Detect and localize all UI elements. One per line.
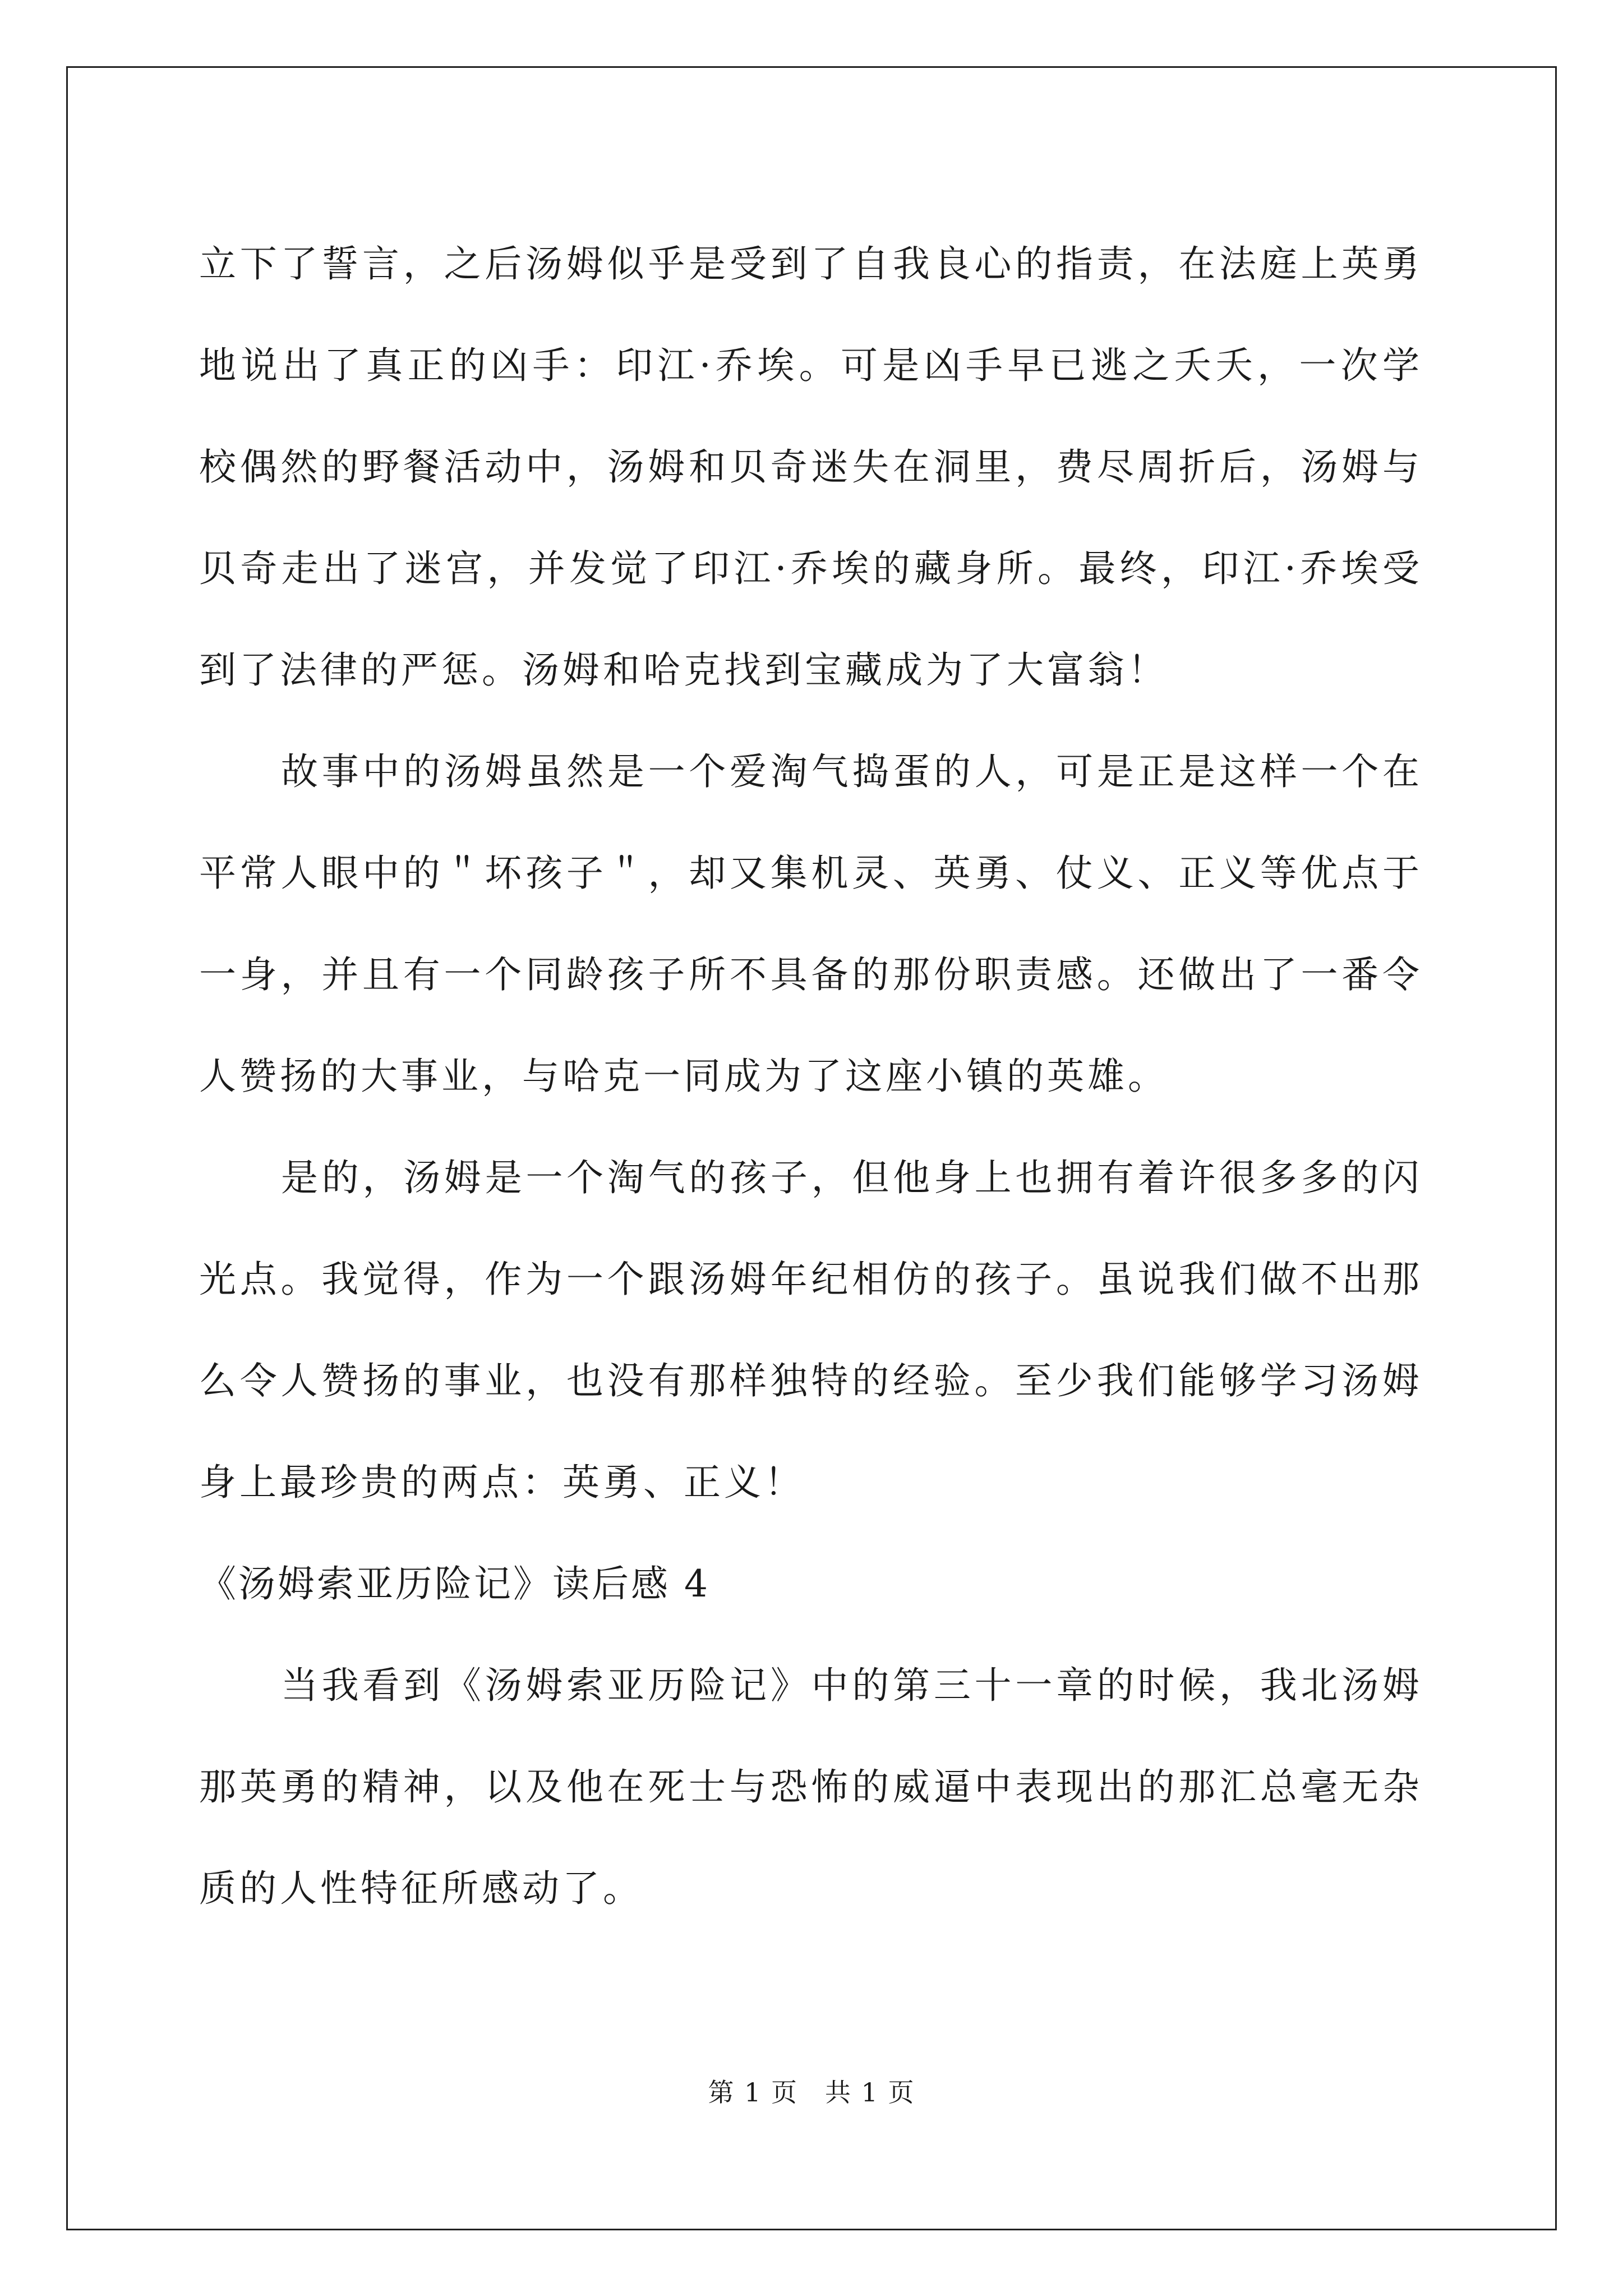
document-body [199, 213, 1423, 1939]
section-heading: 《汤姆索亚历险记》读后感 4 [199, 1562, 710, 1605]
paragraph-3: 是的，汤姆是一个淘气的孩子，但他身上也拥有着许很多多的闪光点。我觉得，作为一个跟汤姆年纪相仿的孩子。虽说我们做不出那么令人赞扬的事业，也没有那样独特的经验。至少我们能够学习汤姆身上最珍贵的两点：英勇、正义！ [199, 1156, 1423, 1504]
paragraph-2: 故事中的汤姆虽然是一个爱淘气捣蛋的人，可是正是这样一个在平常人眼中的＂坏孩子＂，却又集机灵、英勇、仗义、正义等优点于一身，并且有一个同龄孩子所不具备的那份职责感。还做出了一番令人赞扬的大事业，与哈克一同成为了这座小镇的英雄。 [199, 750, 1423, 1098]
page-footer: 第 1 页 共 1 页 [708, 2077, 915, 2108]
paragraph-1: 立下了誓言，之后汤姆似乎是受到了自我良心的指责，在法庭上英勇地说出了真正的凶手：印江·乔埃。可是凶手早已逃之夭夭，一次学校偶然的野餐活动中，汤姆和贝奇迷失在洞里，费尽周折后，汤姆与贝奇走出了迷宫，并发觉了印江·乔埃的藏身所。最终，印江·乔埃受到了法律的严惩。汤姆和哈克找到宝藏成为了大富翁！ [199, 242, 1423, 692]
paragraph-4: 当我看到《汤姆索亚历险记》中的第三十一章的时候，我北汤姆那英勇的精神，以及他在死士与恐怖的威逼中表现出的那汇总毫无杂质的人性特征所感动了。 [199, 1664, 1423, 1910]
